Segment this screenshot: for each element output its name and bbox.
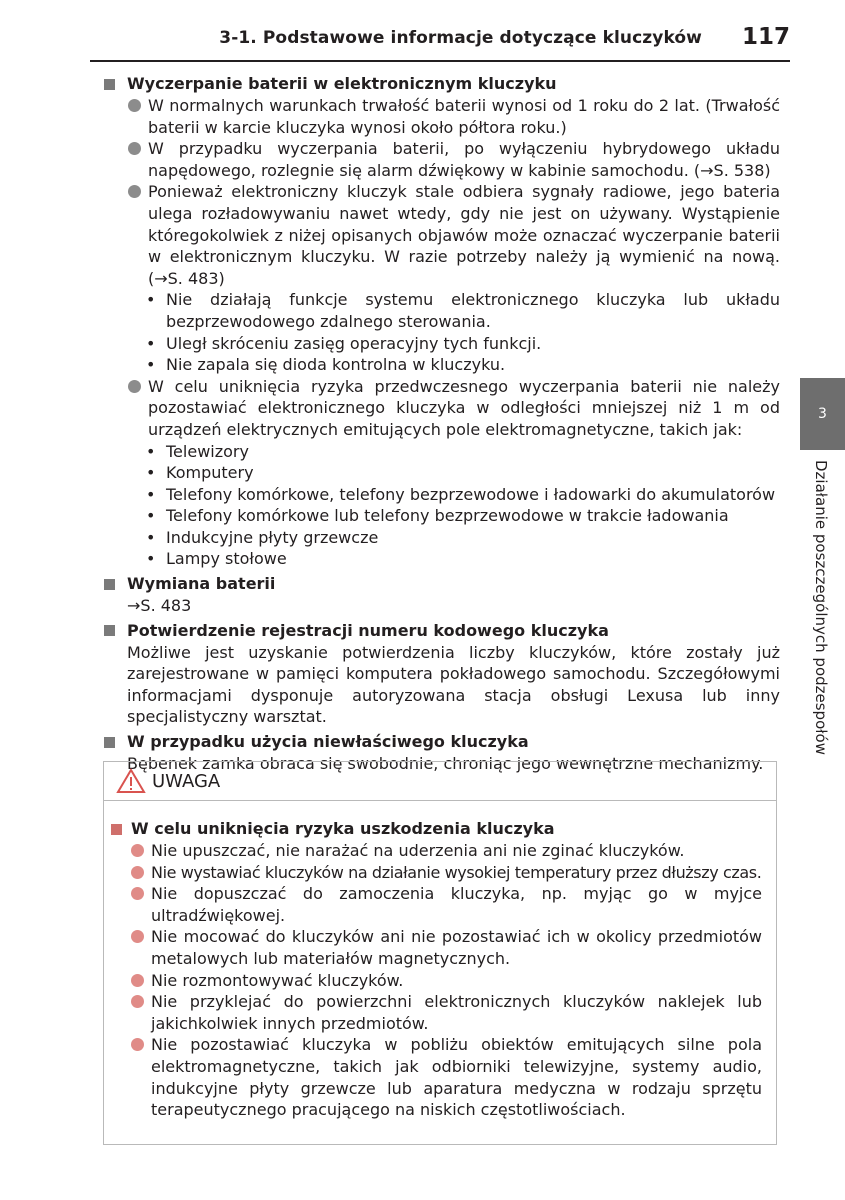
list-item: W celu uniknięcia ryzyka przedwczesnego wyczerpania baterii nie należy pozostawiać elektronicznego kluczyka w odległości mniejszej niż 1 m od urządzeń elektrycznych emitujących pole elektromagnetyczne, takich jak: — [100, 376, 780, 441]
warning-item: Nie wystawiać kluczyków na działanie wysokiej temperatury przez dłuższy czas. — [111, 862, 762, 884]
section-title: Potwierdzenie rejestracji numeru kodowego kluczyka — [127, 620, 609, 640]
bullet-dot — [131, 1038, 144, 1051]
main-content — [100, 70, 780, 775]
section-replace — [100, 573, 780, 617]
warning-header — [104, 762, 776, 801]
bullet-dot — [131, 995, 144, 1008]
sub-item: • Lampy stołowe — [100, 548, 780, 570]
sub-item: • Nie zapala się dioda kontrolna w kluczyku. — [100, 354, 780, 376]
warning-item: Nie dopuszczać do zamoczenia kluczyka, np. myjąc go w myjce ultradźwiękowej. — [111, 883, 762, 926]
section-text: Możliwe jest uzyskanie potwierdzenia liczby kluczyków, które zostały już zarejestrowane w pamięci komputera pokładowego samochodu. Szczegółowymi informacjami dysponuje autoryzowana stacja obsługi Lexusa lub inny specjalistyczny warsztat. — [127, 642, 780, 727]
section-marker — [104, 579, 115, 590]
warning-triangle-icon — [116, 768, 146, 794]
bullet-dot — [128, 99, 141, 112]
bullet-dot — [128, 380, 141, 393]
page-header — [90, 26, 790, 62]
warning-body — [104, 801, 776, 1121]
bullet-dot — [128, 185, 141, 198]
section-title: W przypadku użycia niewłaściwego kluczyka — [127, 732, 529, 752]
section-marker — [104, 79, 115, 90]
list-item: W przypadku wyczerpania baterii, po wyłączeniu hybrydowego układu napędowego, rozlegnie się alarm dźwiękowy w kabinie samochodu. (→S. 538) — [100, 138, 780, 181]
bullet-dot — [128, 142, 141, 155]
warning-box — [103, 761, 777, 1145]
warning-item: Nie mocować do kluczyków ani nie pozostawiać ich w okolicy przedmiotów metalowych lub materiałów magnetycznych. — [111, 926, 762, 969]
chapter-side-label: Działanie poszczególnych podzespołów — [812, 460, 830, 755]
warning-item: Nie rozmontowywać kluczyków. — [111, 970, 762, 992]
list-item: Ponieważ elektroniczny kluczyk stale odbiera sygnały radiowe, jego bateria ulega rozładowywaniu nawet wtedy, gdy nie jest on używany. Wystąpienie któregokolwiek z niżej opisanych objawów może oznaczać wyczerpanie baterii w elektronicznym kluczyku. W razie potrzeby należy ją wymienić na nową. (→S. 483) — [100, 181, 780, 289]
sub-item: • Indukcyjne płyty grzewcze — [100, 527, 780, 549]
bullet-dot — [131, 866, 144, 879]
chapter-title: 3-1. Podstawowe informacje dotyczące kluczyków — [219, 28, 702, 48]
section-text: Bębenek zamka obraca się swobodnie, chroniąc jego wewnętrzne mechanizmy. — [127, 754, 764, 774]
bullet-dot — [131, 930, 144, 943]
section-title: Wymiana baterii — [127, 574, 276, 594]
warning-marker — [111, 824, 122, 835]
section-confirm — [100, 620, 780, 728]
warning-item: Nie przyklejać do powierzchni elektronicznych kluczyków naklejek lub jakichkolwiek innych przedmiotów. — [111, 991, 762, 1034]
sub-item: • Telefony komórkowe, telefony bezprzewodowe i ładowarki do akumulatorów — [100, 484, 780, 506]
sub-item: • Uległ skróceniu zasięg operacyjny tych funkcji. — [100, 333, 780, 355]
sub-item: • Telefony komórkowe lub telefony bezprzewodowe w trakcie ładowania — [100, 505, 780, 527]
warning-item: Nie upuszczać, nie narażać na uderzenia ani nie zginać kluczyków. — [111, 840, 762, 862]
sub-item: • Komputery — [100, 462, 780, 484]
warning-heading: UWAGA — [152, 770, 221, 792]
section-marker — [104, 737, 115, 748]
section-title: Wyczerpanie baterii w elektronicznym kluczyku — [127, 74, 557, 93]
warning-item: Nie pozostawiać kluczyka w pobliżu obiektów emitujących silne pola elektromagnetyczne, takich jak odbiorniki telewizyjne, systemy audio, indukcyjne płyty grzewcze lub aparatura medyczna w rodzaju sprzętu terapeutycznego pracującego na niskich częstotliwościach. — [111, 1034, 762, 1120]
list-item: W normalnych warunkach trwałość baterii wynosi od 1 roku do 2 lat. (Trwałość baterii w karcie kluczyka wynosi około półtora roku.) — [100, 95, 780, 138]
warning-title: W celu uniknięcia ryzyka uszkodzenia kluczyka — [131, 819, 555, 838]
chapter-tab — [800, 378, 845, 450]
sub-item: • Telewizory — [100, 441, 780, 463]
bullet-dot — [131, 974, 144, 987]
bullet-dot — [131, 887, 144, 900]
section-text: →S. 483 — [127, 596, 192, 616]
section-marker — [104, 625, 115, 636]
bullet-dot — [131, 844, 144, 857]
chapter-tab-number: 3 — [818, 406, 827, 422]
section-battery — [100, 73, 780, 570]
page-number: 117 — [741, 24, 790, 50]
sub-item: • Nie działają funkcje systemu elektronicznego kluczyka lub układu bezprzewodowego zdalnego sterowania. — [100, 289, 780, 332]
